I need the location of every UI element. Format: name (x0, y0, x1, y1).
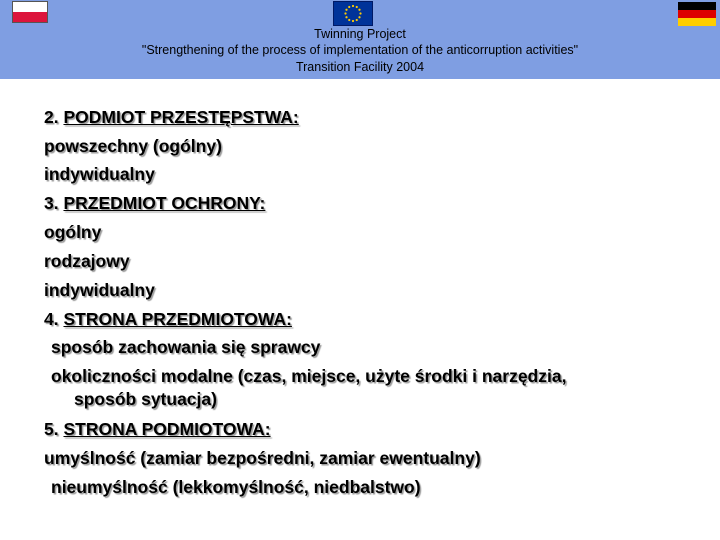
header-bar (0, 0, 720, 79)
list-item: powszechny (ogólny) (44, 136, 222, 156)
eu-star-icon (356, 19, 358, 21)
eu-star-icon (352, 5, 354, 7)
poland-flag-icon (12, 1, 48, 23)
list-item: okoliczności modalne (czas, miejsce, użyte środki i narzędzia, (51, 366, 567, 386)
item-5-number: 5. (44, 419, 64, 439)
item-5-heading (44, 418, 271, 440)
eu-star-icon (356, 6, 358, 8)
header-title: Twinning Project (314, 27, 406, 41)
item-3-heading (44, 192, 265, 214)
eu-star-icon (352, 20, 354, 22)
item-4-number: 4. (44, 309, 64, 329)
germany-flag-icon (678, 2, 716, 26)
list-item: rodzajowy (44, 251, 130, 271)
item-4-heading (44, 308, 292, 330)
eu-flag-icon (333, 1, 373, 26)
eu-star-icon (348, 19, 350, 21)
item-4-title: STRONA PRZEDMIOTOWA: (63, 309, 292, 329)
eu-star-icon (359, 12, 361, 14)
item-3-title: PRZEDMIOT OCHRONY: (63, 193, 266, 213)
item-2-number: 2. (44, 107, 64, 127)
list-item: sposób zachowania się sprawcy (51, 337, 321, 357)
list-item: ogólny (44, 222, 102, 242)
list-item: nieumyślność (lekkomyślność, niedbalstwo) (51, 477, 421, 497)
eu-star-icon (358, 9, 360, 11)
eu-star-icon (348, 6, 350, 8)
item-2-title: PODMIOT PRZESTĘPSTWA: (63, 107, 299, 127)
list-item: indywidualny (44, 280, 155, 300)
list-item: sposób sytuacja) (74, 389, 217, 409)
item-3-number: 3. (44, 193, 64, 213)
item-2-heading (44, 106, 299, 128)
list-item: umyślność (zamiar bezpośredni, zamiar ewentualny) (44, 448, 481, 468)
eu-star-icon (344, 12, 346, 14)
eu-star-icon (345, 9, 347, 11)
eu-star-icon (358, 16, 360, 18)
list-item: indywidualny (44, 164, 155, 184)
header-program: Transition Facility 2004 (295, 60, 425, 74)
header-subtitle: "Strengthening of the process of implementation of the anticorruption activities" (141, 43, 579, 57)
eu-star-icon (345, 16, 347, 18)
item-5-title: STRONA PODMIOTOWA: (63, 419, 271, 439)
